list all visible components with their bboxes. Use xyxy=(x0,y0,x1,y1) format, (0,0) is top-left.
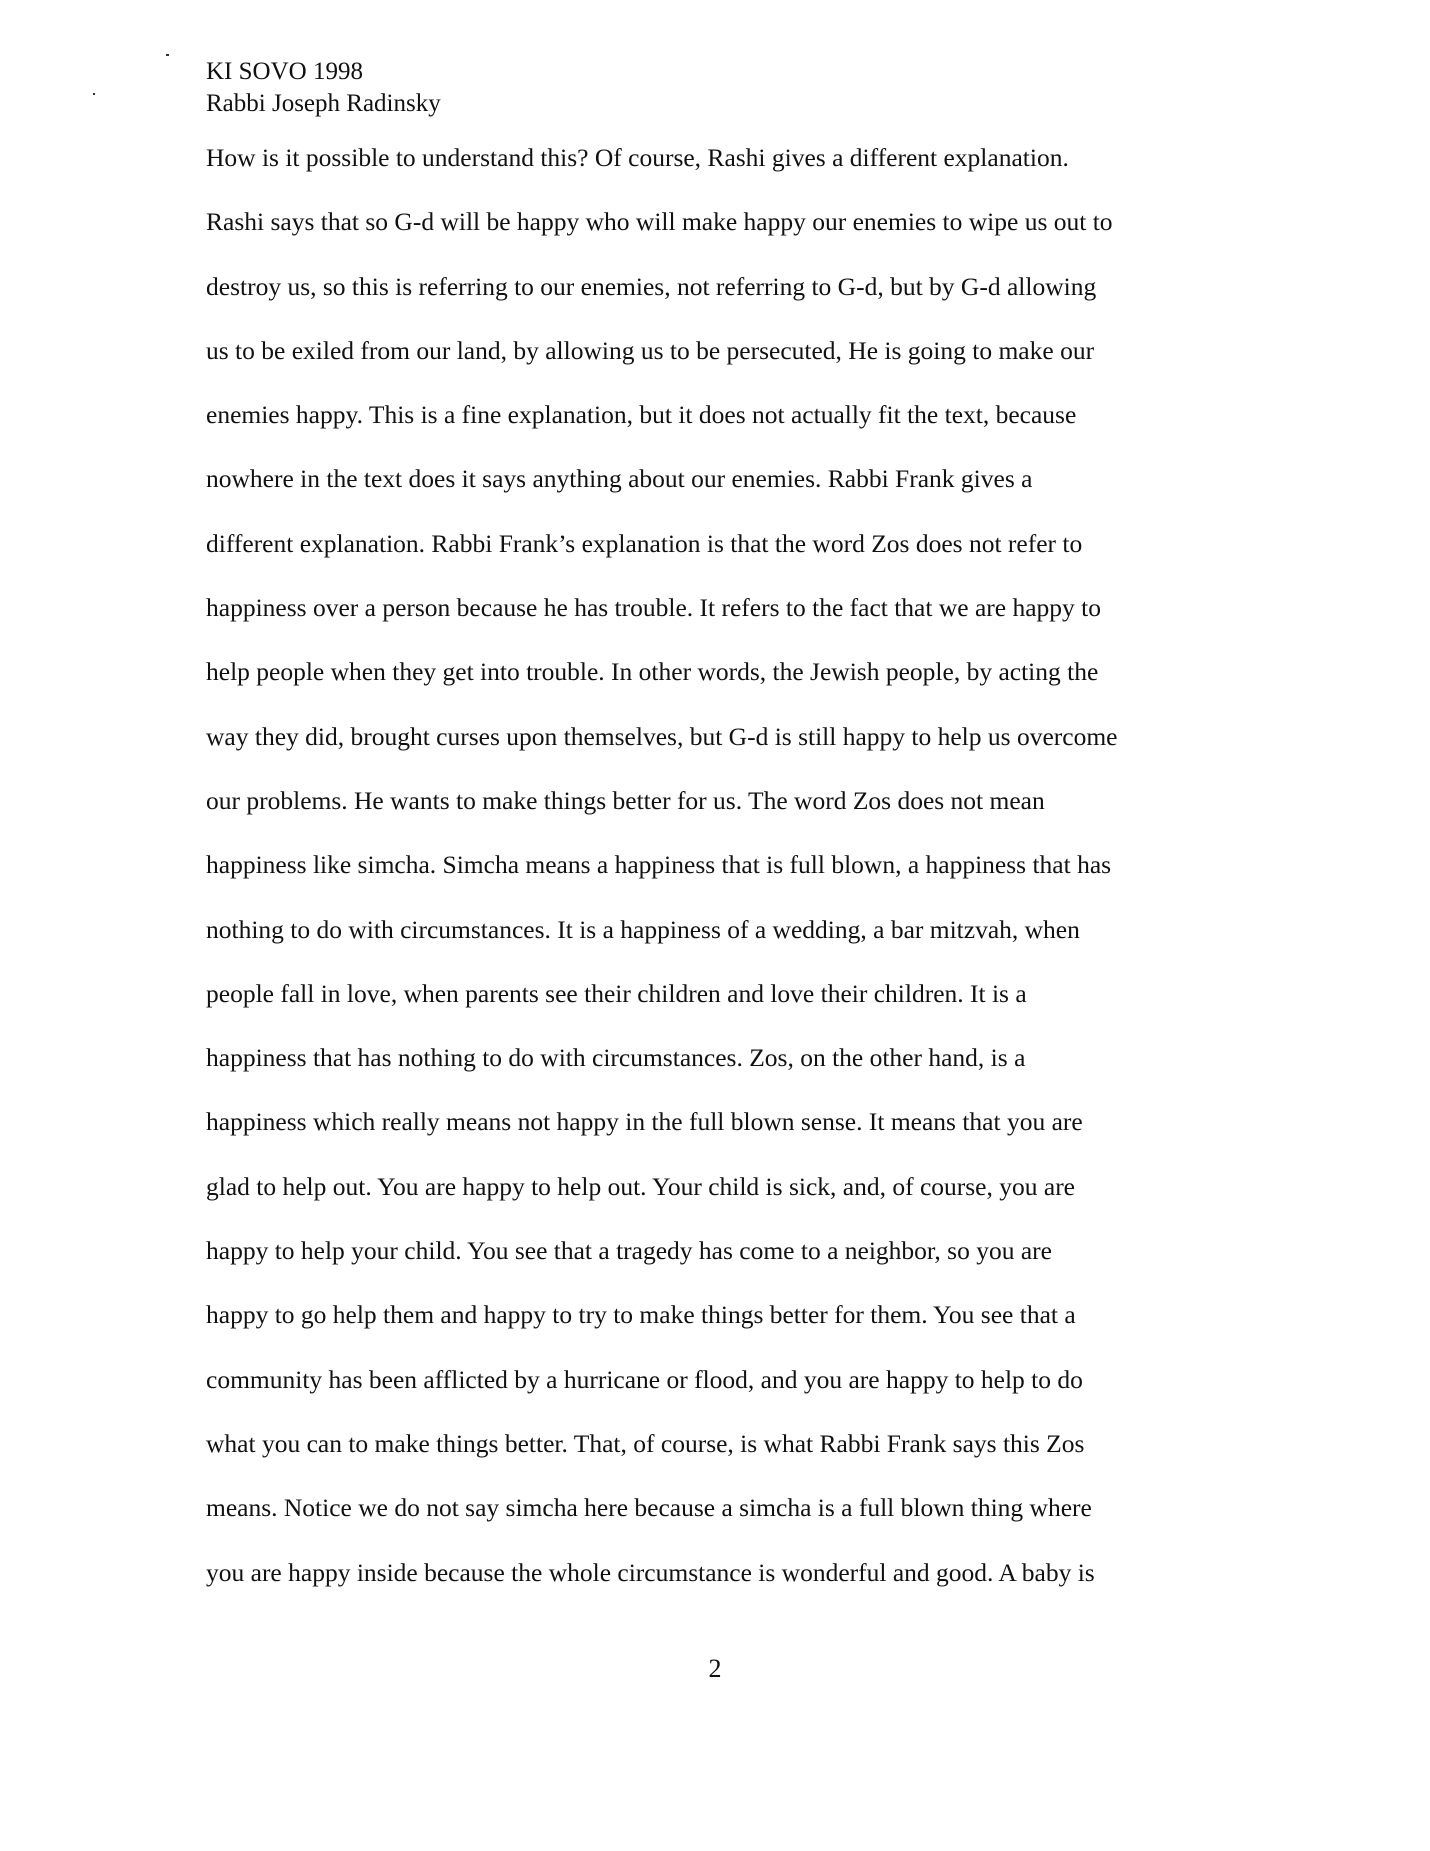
text-line: people fall in love, when parents see their children and love their children. It is a xyxy=(206,978,1027,1008)
document-header xyxy=(206,56,441,120)
text-line: what you can to make things better. That, of course, is what Rabbi Frank says this Zos xyxy=(206,1428,1085,1458)
text-line: destroy us, so this is referring to our enemies, not referring to G-d, but by G-d allowing xyxy=(206,271,1097,301)
text-line: happiness which really means not happy in the full blown sense. It means that you are xyxy=(206,1107,1083,1137)
text-line: nothing to do with circumstances. It is a happiness of a wedding, a bar mitzvah, when xyxy=(206,914,1080,944)
text-line: happiness that has nothing to do with circumstances. Zos, on the other hand, is a xyxy=(206,1043,1026,1073)
document-author: Rabbi Joseph Radinsky xyxy=(206,90,441,117)
text-line: happy to go help them and happy to try to make things better for them. You see that a xyxy=(206,1300,1076,1330)
text-line: us to be exiled from our land, by allowing us to be persecuted, He is going to make our xyxy=(206,335,1095,365)
text-line: means. Notice we do not say simcha here because a simcha is a full blown thing where xyxy=(206,1493,1092,1523)
body-text xyxy=(206,143,1246,1622)
text-line: you are happy inside because the whole circumstance is wonderful and good. A baby is xyxy=(206,1557,1095,1587)
text-line: different explanation. Rabbi Frank’s explanation is that the word Zos does not refer to xyxy=(206,528,1083,558)
text-line: How is it possible to understand this? Of course, Rashi gives a different explanation. xyxy=(206,143,1069,172)
scan-speck xyxy=(166,54,169,56)
text-line: enemies happy. This is a fine explanation, but it does not actually fit the text, because xyxy=(206,400,1077,430)
text-line: happiness over a person because he has trouble. It refers to the fact that we are happy to xyxy=(206,593,1101,623)
document-title: KI SOVO 1998 xyxy=(206,58,363,85)
text-line: glad to help out. You are happy to help out. Your child is sick, and, of course, you are xyxy=(206,1171,1076,1201)
text-line: our problems. He wants to make things better for us. The word Zos does not mean xyxy=(206,785,1045,815)
scan-speck xyxy=(93,93,95,95)
text-line: nowhere in the text does it says anything about our enemies. Rabbi Frank gives a xyxy=(206,464,1033,494)
text-line: Rashi says that so G-d will be happy who will make happy our enemies to wipe us out to xyxy=(206,207,1113,237)
page-number: 2 xyxy=(708,1654,722,1683)
text-line: happiness like simcha. Simcha means a happiness that is full blown, a happiness that has xyxy=(206,850,1112,880)
text-line: community has been afflicted by a hurricane or flood, and you are happy to help to do xyxy=(206,1364,1083,1394)
text-line: help people when they get into trouble. In other words, the Jewish people, by acting the xyxy=(206,657,1099,687)
text-line: happy to help your child. You see that a tragedy has come to a neighbor, so you are xyxy=(206,1236,1052,1266)
text-line: way they did, brought curses upon themselves, but G-d is still happy to help us overcome xyxy=(206,721,1118,751)
